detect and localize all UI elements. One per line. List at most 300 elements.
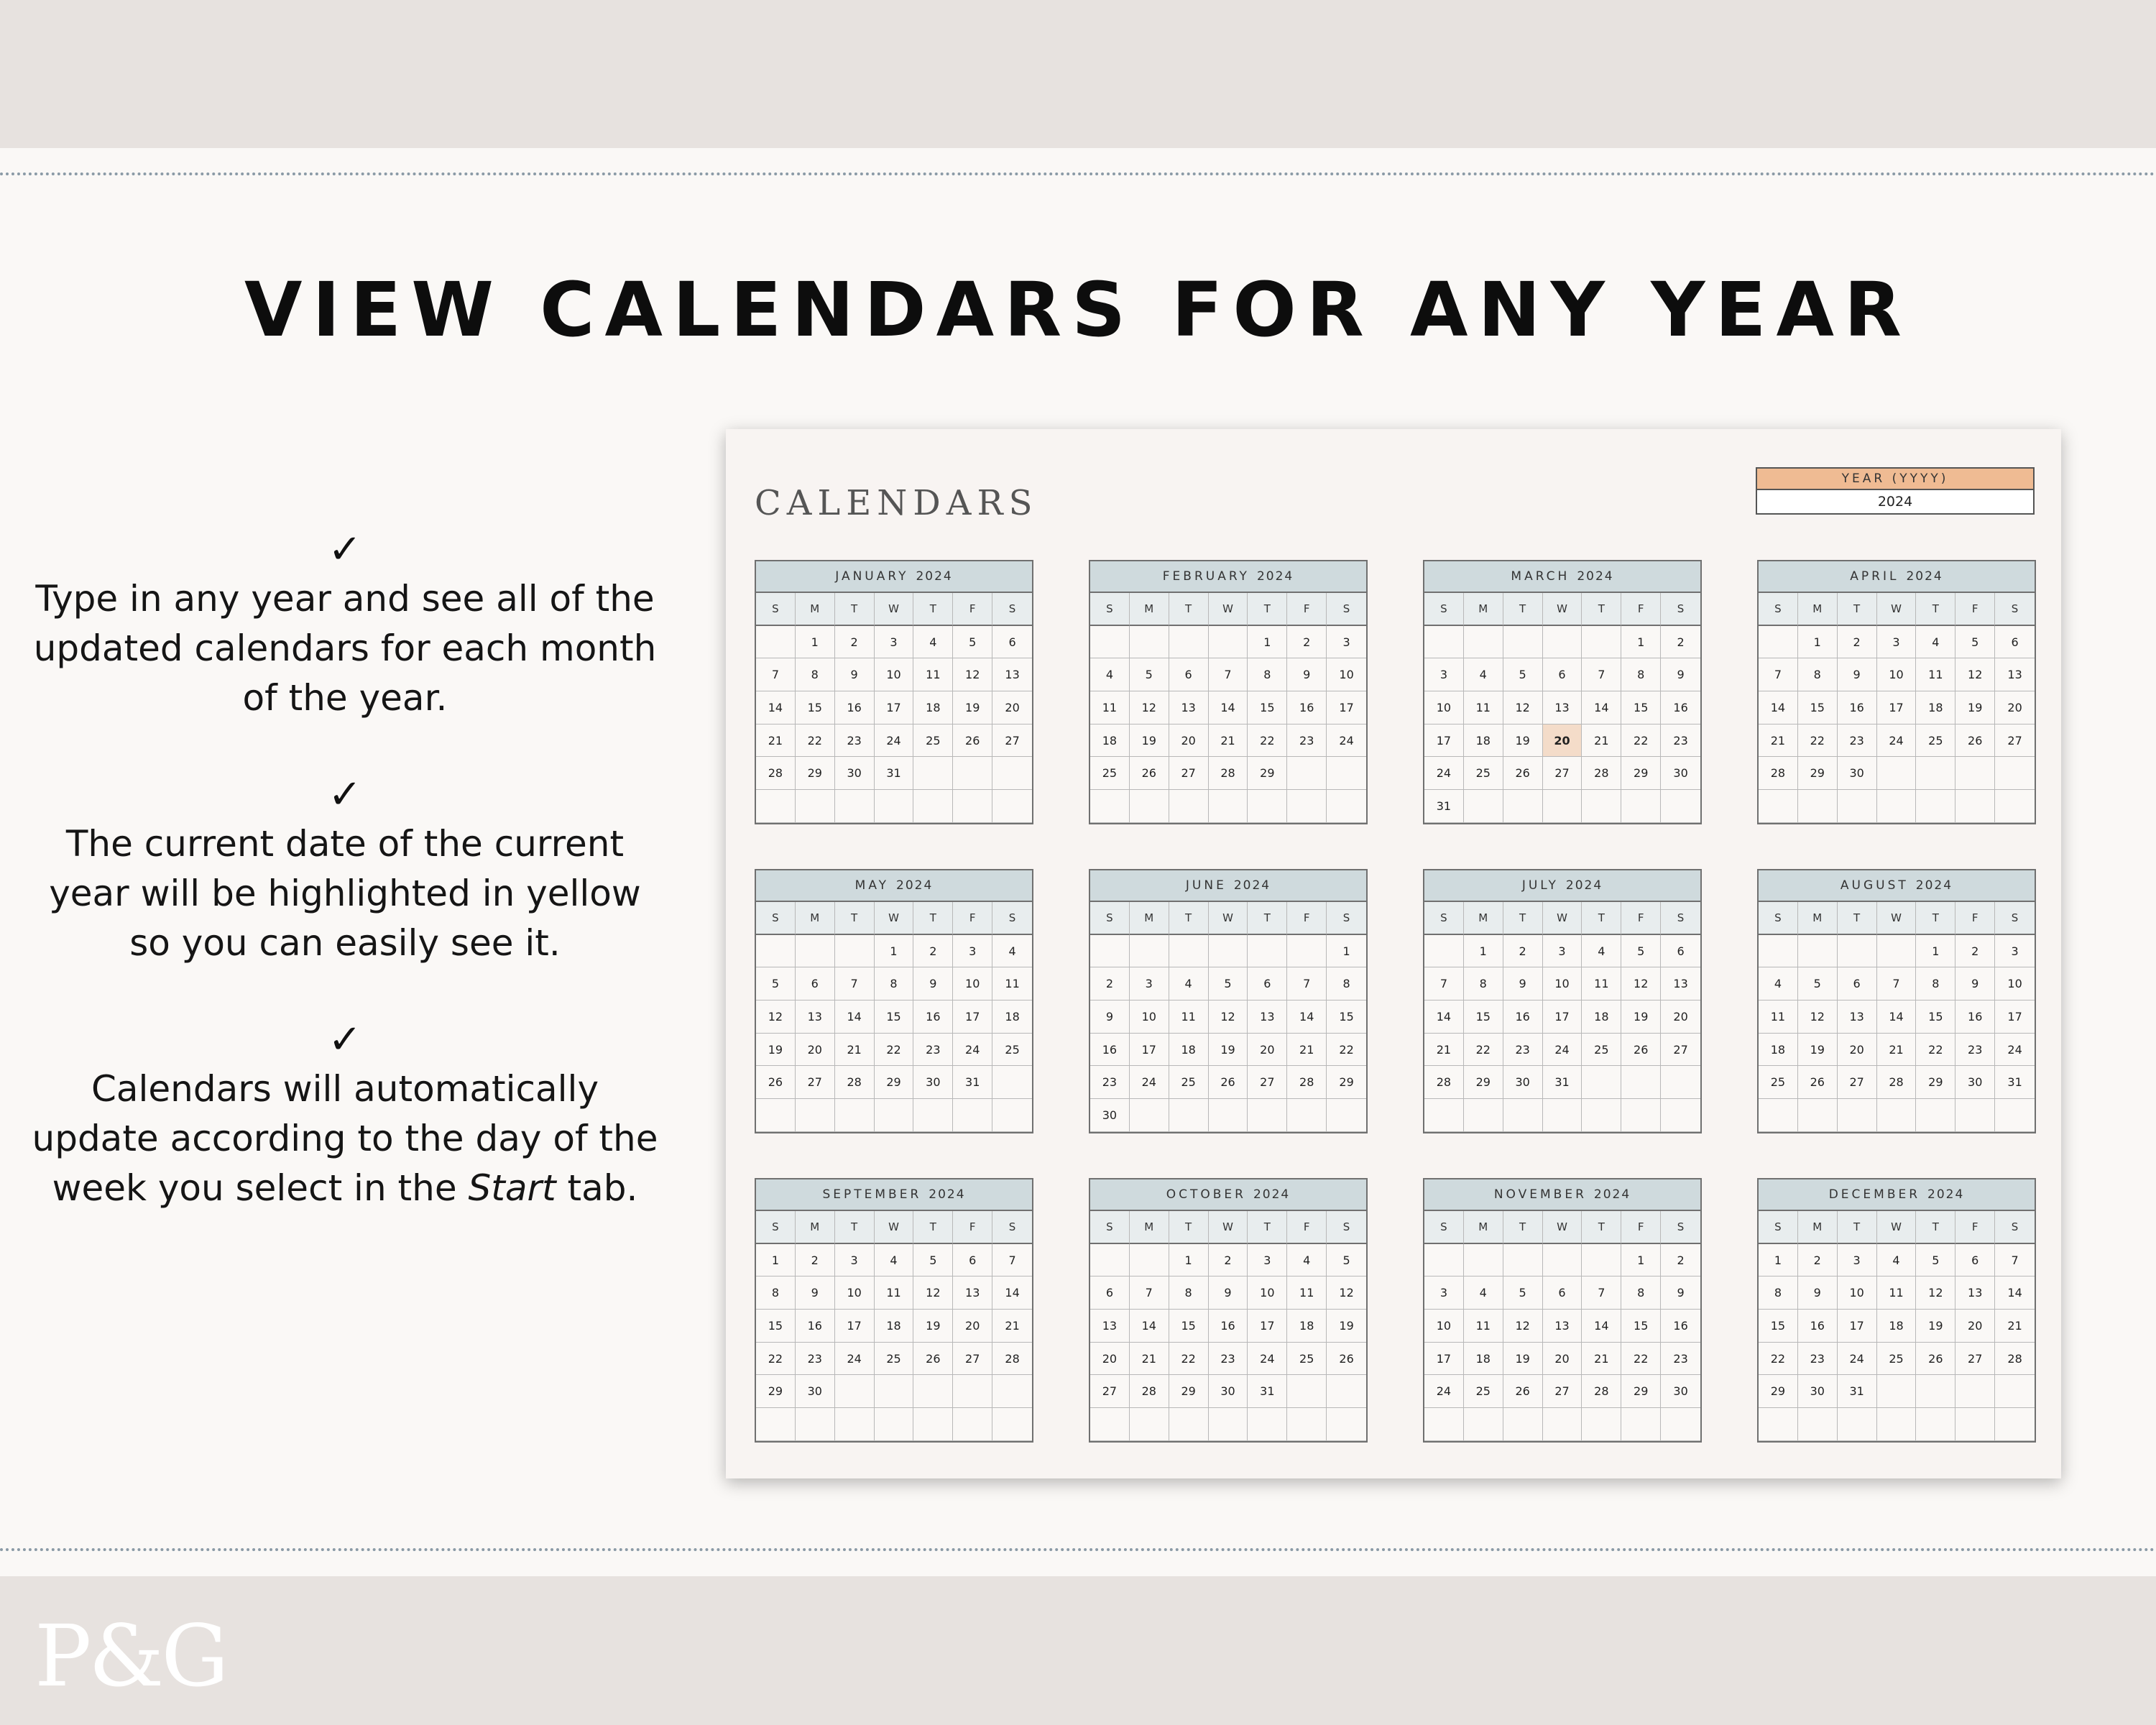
empty-cell <box>913 1408 953 1441</box>
day-cell: 26 <box>1503 757 1543 790</box>
day-cell: 24 <box>835 1343 875 1376</box>
weekday-header: T <box>1248 902 1287 935</box>
day-cell: 29 <box>1916 1066 1955 1099</box>
day-cell: 23 <box>835 724 875 758</box>
weekday-header: W <box>1209 1211 1248 1244</box>
day-cell: 7 <box>756 658 796 691</box>
weekday-header: M <box>1130 593 1169 626</box>
empty-cell <box>1424 1408 1464 1441</box>
empty-cell <box>1955 790 1995 823</box>
feature-text <box>29 1064 661 1213</box>
empty-cell <box>1916 1408 1955 1441</box>
empty-cell <box>1582 1408 1621 1441</box>
empty-cell <box>796 1099 835 1132</box>
weekday-header: F <box>1621 1211 1661 1244</box>
empty-cell <box>1503 626 1543 659</box>
weekday-header: W <box>875 1211 914 1244</box>
weekday-header: T <box>1582 902 1621 935</box>
day-cell: 14 <box>1582 1310 1621 1343</box>
day-cell: 6 <box>796 967 835 1000</box>
empty-cell <box>1759 935 1798 968</box>
day-cell: 29 <box>1248 757 1287 790</box>
month-name: JULY <box>1521 878 1559 893</box>
day-cell: 7 <box>835 967 875 1000</box>
day-cell: 3 <box>953 935 992 968</box>
empty-cell <box>1248 935 1287 968</box>
month-header <box>1759 870 2035 902</box>
day-cell: 4 <box>1464 1276 1503 1310</box>
day-cell: 1 <box>1798 626 1838 659</box>
day-cell: 18 <box>913 691 953 724</box>
day-cell: 22 <box>1759 1343 1798 1376</box>
weekday-header: S <box>1661 1211 1700 1244</box>
day-cell: 1 <box>1916 935 1955 968</box>
empty-cell <box>953 1375 992 1408</box>
day-cell: 13 <box>992 658 1032 691</box>
weekday-header: S <box>1090 902 1130 935</box>
feature-item <box>29 773 661 968</box>
day-cell: 1 <box>756 1244 796 1277</box>
day-cell: 18 <box>1464 1343 1503 1376</box>
day-cell: 24 <box>953 1034 992 1067</box>
weekday-header: M <box>1464 1211 1503 1244</box>
day-cell: 19 <box>1503 724 1543 758</box>
weekday-header: F <box>1287 1211 1327 1244</box>
day-cell: 16 <box>1661 691 1700 724</box>
day-cell: 4 <box>1287 1244 1327 1277</box>
month-calendar <box>755 869 1033 1133</box>
empty-cell <box>1661 1066 1700 1099</box>
weekday-header: T <box>1248 1211 1287 1244</box>
day-cell: 24 <box>1424 757 1464 790</box>
weekday-header: S <box>1995 1211 2035 1244</box>
day-cell: 20 <box>1955 1310 1995 1343</box>
day-cell: 27 <box>1955 1343 1995 1376</box>
day-cell: 18 <box>1916 691 1955 724</box>
weekday-header: T <box>913 902 953 935</box>
day-cell: 19 <box>1916 1310 1955 1343</box>
empty-cell <box>875 1375 914 1408</box>
empty-cell <box>1955 1375 1995 1408</box>
day-cell: 26 <box>1130 757 1169 790</box>
checkmark-icon: ✓ <box>328 771 362 818</box>
day-cell: 15 <box>875 1000 914 1034</box>
day-cell: 15 <box>1916 1000 1955 1034</box>
day-cell: 29 <box>1798 757 1838 790</box>
day-cell: 24 <box>875 724 914 758</box>
day-cell: 7 <box>1209 658 1248 691</box>
day-cell: 2 <box>1955 935 1995 968</box>
empty-cell <box>1424 626 1464 659</box>
day-cell: 4 <box>992 935 1032 968</box>
day-cell: 27 <box>1169 757 1209 790</box>
weekday-header: S <box>1327 902 1366 935</box>
weekday-header: W <box>1209 593 1248 626</box>
day-cell: 22 <box>1621 1343 1661 1376</box>
weekday-header: S <box>1327 1211 1366 1244</box>
empty-cell <box>1621 1408 1661 1441</box>
weekday-header: M <box>1464 593 1503 626</box>
day-cell: 30 <box>1955 1066 1995 1099</box>
weekday-header: T <box>913 1211 953 1244</box>
empty-cell <box>1838 790 1877 823</box>
weekday-header: T <box>1582 1211 1621 1244</box>
day-cell: 19 <box>1209 1034 1248 1067</box>
day-cell: 30 <box>1798 1375 1838 1408</box>
empty-cell <box>1582 790 1621 823</box>
day-cell: 11 <box>913 658 953 691</box>
day-cell: 2 <box>835 626 875 659</box>
day-cell: 20 <box>1090 1343 1130 1376</box>
month-year: 2024 <box>1565 878 1603 893</box>
day-cell: 8 <box>875 967 914 1000</box>
day-cell: 6 <box>1543 1276 1583 1310</box>
empty-cell <box>992 1099 1032 1132</box>
day-cell: 10 <box>1130 1000 1169 1034</box>
day-cell: 18 <box>1582 1000 1621 1034</box>
empty-cell <box>1582 1244 1621 1277</box>
day-cell: 12 <box>1955 658 1995 691</box>
weekday-header: S <box>992 902 1032 935</box>
weekday-header: S <box>1424 902 1464 935</box>
empty-cell <box>1090 790 1130 823</box>
day-grid <box>1759 593 2035 823</box>
day-cell: 20 <box>953 1310 992 1343</box>
day-cell: 20 <box>1661 1000 1700 1034</box>
day-cell: 30 <box>1209 1375 1248 1408</box>
weekday-header: F <box>953 593 992 626</box>
weekday-header: M <box>1130 902 1169 935</box>
empty-cell <box>1995 790 2035 823</box>
day-cell: 10 <box>1543 967 1583 1000</box>
empty-cell <box>1759 1099 1798 1132</box>
empty-cell <box>1464 1244 1503 1277</box>
day-cell: 7 <box>1582 658 1621 691</box>
empty-cell <box>1130 626 1169 659</box>
month-year: 2024 <box>916 569 953 584</box>
day-cell: 17 <box>1995 1000 2035 1034</box>
day-cell: 31 <box>1248 1375 1287 1408</box>
weekday-header: S <box>1424 593 1464 626</box>
day-cell: 11 <box>1464 1310 1503 1343</box>
day-cell: 23 <box>1661 1343 1700 1376</box>
spreadsheet-preview <box>726 429 2061 1478</box>
empty-cell <box>1130 1099 1169 1132</box>
weekday-header: F <box>953 902 992 935</box>
day-cell: 9 <box>796 1276 835 1310</box>
empty-cell <box>1130 935 1169 968</box>
empty-cell <box>1916 790 1955 823</box>
day-cell: 5 <box>756 967 796 1000</box>
empty-cell <box>1424 1099 1464 1132</box>
day-cell: 21 <box>1424 1034 1464 1067</box>
day-cell: 26 <box>1798 1066 1838 1099</box>
month-year: 2024 <box>1915 878 1953 893</box>
empty-cell <box>1169 790 1209 823</box>
day-cell: 29 <box>1759 1375 1798 1408</box>
weekday-header: F <box>1621 902 1661 935</box>
weekday-header: W <box>1543 1211 1583 1244</box>
weekday-header: F <box>1955 1211 1995 1244</box>
empty-cell <box>1130 1244 1169 1277</box>
month-header <box>1759 561 2035 593</box>
day-cell: 8 <box>1169 1276 1209 1310</box>
bottom-band <box>0 1576 2156 1725</box>
empty-cell <box>1916 1375 1955 1408</box>
day-cell: 9 <box>1503 967 1543 1000</box>
month-name: FEBRUARY <box>1162 569 1250 584</box>
day-cell: 30 <box>1661 757 1700 790</box>
day-cell: 15 <box>1464 1000 1503 1034</box>
day-cell: 17 <box>953 1000 992 1034</box>
empty-cell <box>1798 790 1838 823</box>
weekday-header: T <box>835 1211 875 1244</box>
day-cell: 3 <box>1424 658 1464 691</box>
day-cell: 24 <box>1838 1343 1877 1376</box>
day-cell: 5 <box>1327 1244 1366 1277</box>
empty-cell <box>1169 626 1209 659</box>
empty-cell <box>1130 790 1169 823</box>
day-cell: 3 <box>835 1244 875 1277</box>
weekday-header: W <box>1877 902 1917 935</box>
day-cell: 1 <box>1169 1244 1209 1277</box>
empty-cell <box>1582 626 1621 659</box>
day-cell: 23 <box>1798 1343 1838 1376</box>
empty-cell <box>1209 1099 1248 1132</box>
day-cell: 3 <box>1327 626 1366 659</box>
day-grid <box>1090 1211 1366 1441</box>
day-cell: 6 <box>1661 935 1700 968</box>
weekday-header: F <box>1287 593 1327 626</box>
day-cell: 16 <box>1287 691 1327 724</box>
day-cell: 12 <box>953 658 992 691</box>
day-cell: 27 <box>992 724 1032 758</box>
weekday-header: S <box>756 593 796 626</box>
year-input[interactable]: 2024 <box>1756 490 2035 515</box>
day-cell: 26 <box>756 1066 796 1099</box>
day-cell: 22 <box>756 1343 796 1376</box>
day-cell: 4 <box>875 1244 914 1277</box>
empty-cell <box>1621 1066 1661 1099</box>
month-name: DECEMBER <box>1828 1187 1921 1202</box>
day-cell: 31 <box>875 757 914 790</box>
day-cell: 27 <box>1543 1375 1583 1408</box>
month-name: JANUARY <box>835 569 909 584</box>
day-cell: 13 <box>1661 967 1700 1000</box>
month-year: 2024 <box>1256 569 1294 584</box>
weekday-header: W <box>1877 593 1917 626</box>
day-cell: 3 <box>1248 1244 1287 1277</box>
day-cell: 1 <box>796 626 835 659</box>
empty-cell <box>1955 1099 1995 1132</box>
empty-cell <box>1327 790 1366 823</box>
weekday-header: S <box>1995 902 2035 935</box>
day-cell: 23 <box>1090 1066 1130 1099</box>
day-cell: 12 <box>913 1276 953 1310</box>
day-cell: 23 <box>1287 724 1327 758</box>
day-cell: 6 <box>1543 658 1583 691</box>
day-cell: 4 <box>1916 626 1955 659</box>
empty-cell <box>913 1375 953 1408</box>
day-cell: 28 <box>1759 757 1798 790</box>
day-cell: 4 <box>1090 658 1130 691</box>
day-cell: 25 <box>913 724 953 758</box>
weekday-header: W <box>875 902 914 935</box>
empty-cell <box>1877 1375 1917 1408</box>
day-cell: 29 <box>756 1375 796 1408</box>
weekday-header: F <box>1955 902 1995 935</box>
empty-cell <box>1287 790 1327 823</box>
day-cell: 26 <box>1621 1034 1661 1067</box>
weekday-header: T <box>1169 1211 1209 1244</box>
day-cell: 6 <box>992 626 1032 659</box>
day-cell: 10 <box>875 658 914 691</box>
month-year: 2024 <box>1906 569 1943 584</box>
empty-cell <box>992 790 1032 823</box>
day-cell: 15 <box>756 1310 796 1343</box>
empty-cell <box>1248 790 1287 823</box>
day-cell: 27 <box>1838 1066 1877 1099</box>
day-cell: 2 <box>1661 1244 1700 1277</box>
day-cell: 15 <box>1621 691 1661 724</box>
empty-cell <box>1621 790 1661 823</box>
empty-cell <box>875 790 914 823</box>
day-cell: 14 <box>1759 691 1798 724</box>
empty-cell <box>796 935 835 968</box>
day-cell: 13 <box>1955 1276 1995 1310</box>
weekday-header: T <box>1838 902 1877 935</box>
empty-cell <box>953 757 992 790</box>
month-year: 2024 <box>929 1187 966 1202</box>
day-cell: 16 <box>913 1000 953 1034</box>
day-cell: 4 <box>1877 1244 1917 1277</box>
day-cell: 13 <box>1543 1310 1583 1343</box>
day-cell: 23 <box>913 1034 953 1067</box>
day-grid <box>756 1211 1032 1441</box>
month-calendar <box>1089 869 1368 1133</box>
day-cell: 1 <box>1327 935 1366 968</box>
day-cell: 9 <box>1661 1276 1700 1310</box>
day-cell: 8 <box>1916 967 1955 1000</box>
day-cell: 10 <box>1424 691 1464 724</box>
day-cell: 2 <box>1661 626 1700 659</box>
weekday-header: T <box>1916 1211 1955 1244</box>
empty-cell <box>1955 757 1995 790</box>
feature-text-part: tab. <box>556 1167 638 1209</box>
day-cell: 28 <box>1209 757 1248 790</box>
empty-cell <box>913 1099 953 1132</box>
month-calendar <box>1757 869 2036 1133</box>
day-cell: 29 <box>796 757 835 790</box>
day-cell: 21 <box>1995 1310 2035 1343</box>
day-cell: 18 <box>1759 1034 1798 1067</box>
empty-cell <box>1287 1375 1327 1408</box>
empty-cell <box>835 1408 875 1441</box>
month-name: SEPTEMBER <box>822 1187 922 1202</box>
day-cell: 3 <box>1995 935 2035 968</box>
month-year: 2024 <box>1233 878 1271 893</box>
day-cell: 12 <box>1130 691 1169 724</box>
day-cell: 26 <box>953 724 992 758</box>
feature-text-part: Calendars will automatically update according to the day of the week you select in the <box>32 1068 658 1209</box>
day-cell: 24 <box>1248 1343 1287 1376</box>
day-grid <box>1424 902 1700 1132</box>
day-cell: 2 <box>1503 935 1543 968</box>
day-cell: 1 <box>875 935 914 968</box>
empty-cell <box>1916 1099 1955 1132</box>
day-cell: 4 <box>913 626 953 659</box>
checkmark-icon: ✓ <box>328 1016 362 1063</box>
month-calendar <box>1423 560 1702 824</box>
day-cell: 6 <box>1838 967 1877 1000</box>
weekday-header: T <box>1916 902 1955 935</box>
day-cell: 6 <box>1169 658 1209 691</box>
day-cell: 28 <box>992 1343 1032 1376</box>
empty-cell <box>1661 1408 1700 1441</box>
weekday-header: S <box>1090 593 1130 626</box>
day-cell: 16 <box>1661 1310 1700 1343</box>
day-cell: 18 <box>1287 1310 1327 1343</box>
empty-cell <box>992 1375 1032 1408</box>
day-cell: 31 <box>1424 790 1464 823</box>
day-cell: 11 <box>875 1276 914 1310</box>
weekday-header: M <box>1798 902 1838 935</box>
day-cell: 14 <box>835 1000 875 1034</box>
day-cell: 23 <box>796 1343 835 1376</box>
day-cell: 10 <box>953 967 992 1000</box>
weekday-header: S <box>1424 1211 1464 1244</box>
weekday-header: S <box>1661 902 1700 935</box>
month-header <box>1090 870 1366 902</box>
day-cell: 20 <box>1995 691 2035 724</box>
day-cell: 28 <box>1424 1066 1464 1099</box>
weekday-header: S <box>1090 1211 1130 1244</box>
weekday-header: T <box>1503 902 1543 935</box>
empty-cell <box>1621 1099 1661 1132</box>
month-calendar <box>1089 560 1368 824</box>
day-cell: 1 <box>1248 626 1287 659</box>
day-cell: 14 <box>1209 691 1248 724</box>
day-cell: 24 <box>1130 1066 1169 1099</box>
day-cell: 8 <box>1464 967 1503 1000</box>
empty-cell <box>1759 1408 1798 1441</box>
month-calendar <box>1423 1178 1702 1443</box>
top-band <box>0 0 2156 148</box>
day-cell: 16 <box>1838 691 1877 724</box>
day-cell: 17 <box>835 1310 875 1343</box>
empty-cell <box>1838 1408 1877 1441</box>
month-name: MARCH <box>1511 569 1570 584</box>
empty-cell <box>992 757 1032 790</box>
day-cell: 6 <box>953 1244 992 1277</box>
day-cell: 2 <box>796 1244 835 1277</box>
day-cell: 15 <box>1798 691 1838 724</box>
day-cell: 25 <box>1169 1066 1209 1099</box>
day-cell: 6 <box>1090 1276 1130 1310</box>
month-year: 2024 <box>1577 569 1614 584</box>
start-tab-reference: Start <box>468 1167 556 1209</box>
month-name: AUGUST <box>1840 878 1909 893</box>
top-divider <box>0 172 2156 175</box>
day-cell: 20 <box>796 1034 835 1067</box>
day-cell: 26 <box>1916 1343 1955 1376</box>
day-cell: 10 <box>1248 1276 1287 1310</box>
day-cell: 1 <box>1464 935 1503 968</box>
day-cell: 7 <box>1424 967 1464 1000</box>
empty-cell <box>1995 1099 2035 1132</box>
empty-cell <box>1169 935 1209 968</box>
weekday-header: T <box>835 593 875 626</box>
